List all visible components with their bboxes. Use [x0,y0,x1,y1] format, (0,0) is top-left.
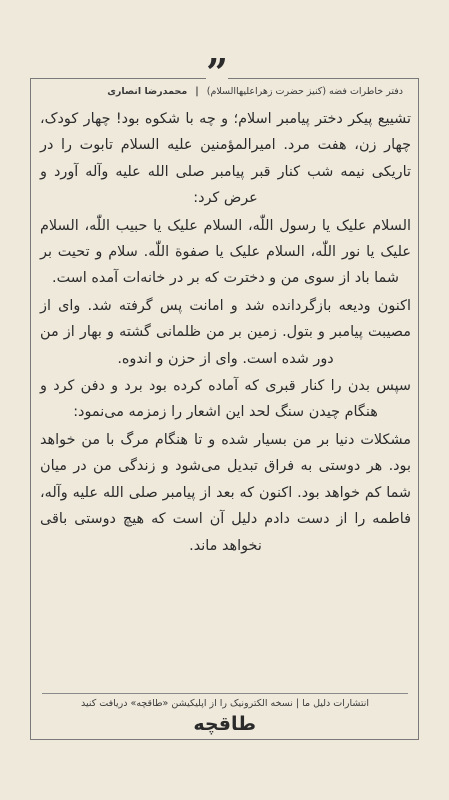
frame-top-left-border [30,78,206,79]
quote-icon: ” [206,50,228,95]
paragraph-4: سپس بدن را کنار قبری که آماده کرده بود برد و دفن کرد و هنگام چیدن سنگ لحد این اشعار را زمزمه می‌نمود: [40,378,411,421]
book-author: محمدرضا انصاری [107,86,188,97]
paragraph-5: مشکلات دنیا بر من بسیار شده و تا هنگام مرگ با من خواهد بود. هر دوستی به فراق تبدیل می‌شود و زندگی من در میان شما کم خواهد بود. اکنون که بعد از پیامبر صلی الله علیه وآله، فاطمه را از دست دادم دلیل آن است که هیچ دوستی باقی نخواهد ماند. [40,431,411,554]
taaghche-logo: طاقچه [193,713,256,735]
frame-top-right-border [228,78,419,79]
paragraph-3: اکنون ودیعه بازگردانده شد و امانت پس گرفته شد. وای از مصیبت پیامبر و بتول. زمین بر من ظلمانی گشته و بهار از من دور شده است. وای از حزن و اندوه. [40,297,411,367]
excerpt-body [40,106,411,560]
publisher-footer: انتشارات دلیل ما | نسخه الکترونیک را از اپلیکیشن «طاقچه» دریافت کنید [81,698,369,709]
book-source: دفتر خاطرات فضه (کنیز حضرت زهراعلیهاالسلام) [206,86,403,97]
header-separator: | [195,86,199,97]
paragraph-1: تشییع پیکر دختر پیامبر اسلام؛ و چه با شکوه بود! چهار کودک، چهار زن، هفت مرد. امیرالمؤمنین علیه السلام تابوت را در تاریکی نیمه شب کنار قبر پیامبر صلی الله علیه وآله آورد و عرض کرد: [40,111,411,207]
paragraph-2: السلام علیک یا رسول اللّٰه، السلام علیک یا حبیب اللّٰه، السلام علیک یا نور اللّٰه، السلام علیک یا صفوة اللّٰه. سلام و تحیت بر شما باد از سوی من و دخترت که بر در خانه‌ات آمده است. [40,217,411,287]
book-header [43,86,403,104]
footer-divider [42,693,408,694]
